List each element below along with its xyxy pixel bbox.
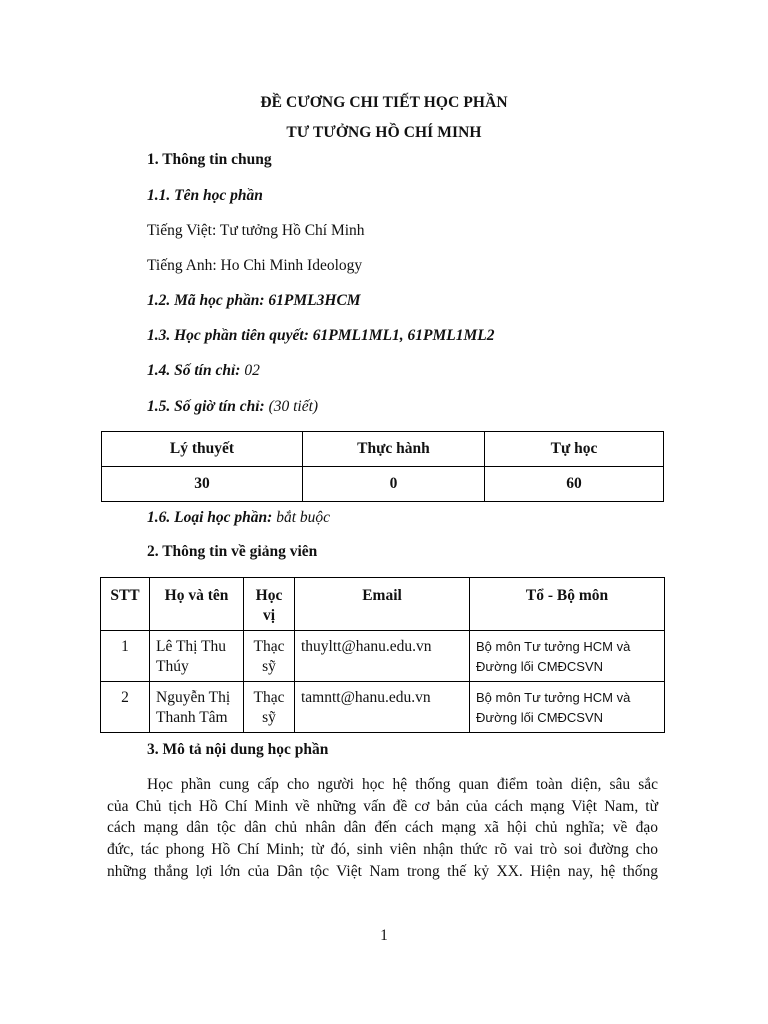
course-title: TƯ TƯỞNG HỒ CHÍ MINH [286,124,482,141]
page-number: 1 [380,927,388,944]
hours-value: (30 tiết) [264,398,319,415]
table-cell: Bộ môn Tư tưởng HCM và Đường lối CMĐCSVN [470,682,665,733]
table-row [101,631,665,682]
section-1-1-heading: 1.1. Tên học phần [147,187,263,204]
paragraph-line: Học phần cung cấp cho người học hệ thống quan điểm toàn diện, sâu sắc [147,776,658,793]
section-1-heading: 1. Thông tin chung [147,151,272,168]
table-header-cell: Thực hành [303,432,485,467]
prerequisites: 1.3. Học phần tiên quyết: 61PML1ML1, 61PML1ML2 [147,327,495,344]
hours-label: 1.5. Số giờ tín chỉ: [147,398,265,415]
table-header-row [101,578,665,631]
course-type-value: bắt buộc [272,509,330,526]
credits-line [147,362,260,380]
paragraph-line: của Chủ tịch Hồ Chí Minh về những vấn đề cơ bản của cách mạng Việt Nam, từ [107,797,658,815]
course-name-english: Tiếng Anh: Ho Chi Minh Ideology [147,257,363,274]
table-header-cell: Tự học [485,432,664,467]
document-title: ĐỀ CƯƠNG CHI TIẾT HỌC PHẦN [260,94,508,111]
table-cell: thuyltt@hanu.edu.vn [295,631,470,682]
table-row [102,467,664,502]
credits-value: 02 [240,362,260,379]
table-cell: Thạc sỹ [244,631,295,682]
course-description-paragraph [107,774,658,883]
section-2-heading: 2. Thông tin về giảng viên [147,543,318,560]
table-header-cell: STT [101,578,150,631]
hours-line [147,398,318,416]
course-type-line [147,509,330,527]
table-cell: 2 [101,682,150,733]
table-header-cell: Email [295,578,470,631]
paragraph-line: cách mạng dân tộc dân chủ nhân dân đến cách mạng xã hội chủ nghĩa; về đạo [107,819,658,837]
table-cell: tamntt@hanu.edu.vn [295,682,470,733]
table-header-cell: Học vị [244,578,295,631]
table-header-cell: Tổ - Bộ môn [470,578,665,631]
table-cell: 1 [101,631,150,682]
lecturer-table [100,577,665,733]
table-header-cell: Họ và tên [150,578,244,631]
course-type-label: 1.6. Loại học phần: [147,509,273,526]
table-cell: 60 [485,467,664,502]
course-name-vietnamese: Tiếng Việt: Tư tưởng Hồ Chí Minh [147,222,365,239]
table-cell: Nguyễn Thị Thanh Tâm [150,682,244,733]
paragraph-line: đức, tác phong Hồ Chí Minh; từ đó, sinh viên nhận thức rõ vai trò soi đường cho [107,841,658,859]
section-3-heading: 3. Mô tả nội dung học phần [147,741,329,758]
credits-label: 1.4. Số tín chỉ: [147,362,241,379]
table-cell: Lê Thị Thu Thúy [150,631,244,682]
table-header-cell: Lý thuyết [102,432,303,467]
table-header-row [102,432,664,467]
table-cell: 30 [102,467,303,502]
table-cell: 0 [303,467,485,502]
course-code: 1.2. Mã học phần: 61PML3HCM [147,292,361,309]
paragraph-line: những thắng lợi lớn của Dân tộc Việt Nam trong thế kỷ XX. Hiện nay, hệ thống [107,862,658,880]
credit-hours-table [101,431,664,502]
table-cell: Bộ môn Tư tưởng HCM và Đường lối CMĐCSVN [470,631,665,682]
table-row [101,682,665,733]
table-cell: Thạc sỹ [244,682,295,733]
